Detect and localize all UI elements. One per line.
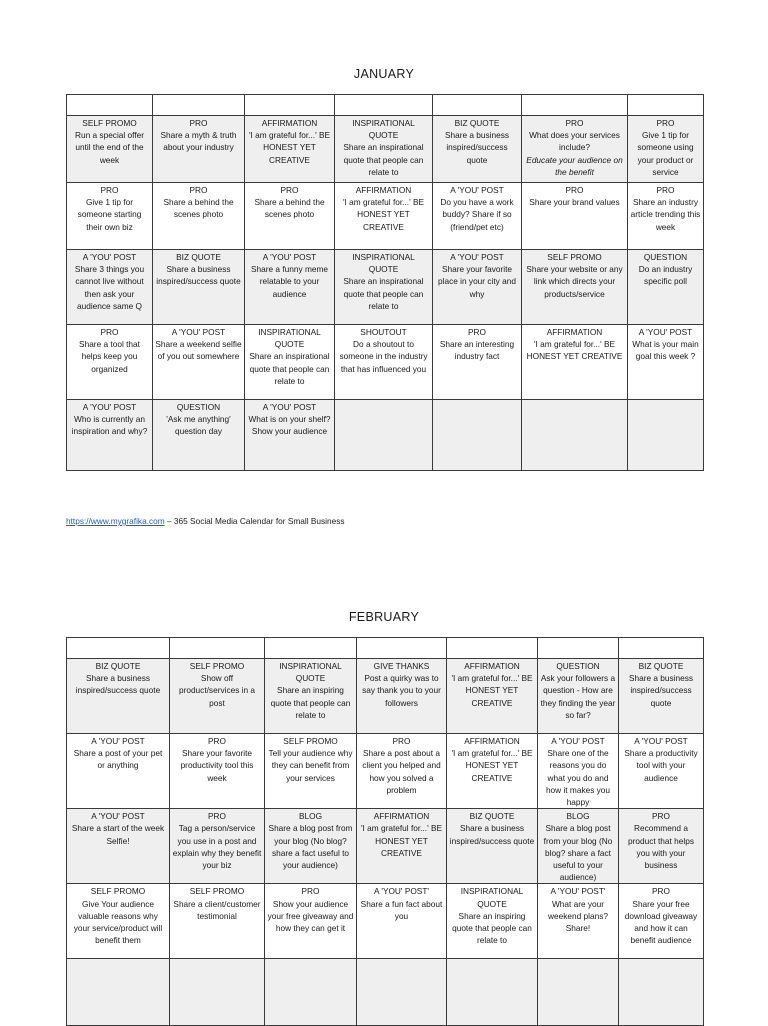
post-idea: Share 3 things you cannot live without then ask your audience same Q: [74, 264, 145, 311]
february-title: FEBRUARY: [348, 610, 420, 624]
post-category: PRO: [392, 736, 411, 746]
day-cell: [447, 734, 538, 809]
post-category: BIZ QUOTE: [454, 118, 500, 128]
day-cell: [357, 884, 447, 959]
post-category: PRO: [280, 185, 299, 195]
header-cell: [265, 638, 357, 659]
day-cell: [67, 659, 170, 734]
post-category: INSPIRATIONAL QUOTE: [352, 252, 415, 275]
post-idea: Share an inspirational quote that people can relate to: [249, 351, 330, 386]
footer-text: – 365 Social Media Calendar for Small Business: [164, 516, 345, 526]
post-category: A 'YOU' POST: [262, 252, 317, 262]
week-row: [67, 325, 704, 400]
post-idea: What does your services include?: [529, 130, 620, 153]
post-idea: Ask your followers a question - How are they finding the year so far?: [540, 673, 616, 720]
post-idea: Run a special offer until the end of the week: [74, 130, 145, 165]
day-cell: [67, 325, 153, 400]
post-category: PRO: [656, 118, 675, 128]
post-category: A 'YOU' POST: [638, 327, 693, 337]
day-cell: [619, 659, 704, 734]
post-idea: 'I am grateful for...' BE HONEST YET CREATIVE: [526, 339, 623, 362]
day-cell: [628, 183, 704, 250]
day-cell: [433, 116, 522, 183]
post-idea: Do you have a work buddy? Share if so (friend/pet etc): [440, 197, 514, 232]
day-cell: [447, 809, 538, 884]
day-cell: [538, 809, 619, 884]
day-cell: [153, 250, 245, 325]
post-category: PRO: [565, 118, 584, 128]
week-row: [67, 734, 704, 809]
header-cell: [67, 95, 153, 116]
header-cell: [447, 638, 538, 659]
day-cell: [67, 809, 170, 884]
post-idea: Share an inspiring quote that people can relate to: [452, 910, 532, 946]
post-category: BIZ QUOTE: [638, 661, 684, 671]
post-idea: Who is currently an inspiration and why?: [71, 414, 148, 437]
post-idea: Share one of the reasons you do what you do and how it makes you happy: [545, 748, 611, 808]
post-category: PRO: [189, 185, 208, 195]
post-category: A 'YOU' POST': [373, 886, 429, 897]
day-cell: [245, 325, 335, 400]
post-idea: Share a business inspired/success quote: [156, 264, 241, 287]
empty-day-cell: [265, 959, 357, 1026]
post-idea: Tag a person/service you use in a post and explain why they benefit your biz: [172, 823, 262, 871]
post-idea: Share your website or any link which directs your products/service: [526, 264, 623, 299]
post-category: PRO: [100, 185, 119, 195]
day-cell: [67, 183, 153, 250]
post-category: SELF PROMO: [283, 736, 338, 746]
header-cell: [170, 638, 265, 659]
empty-day-cell: [67, 959, 170, 1026]
day-cell: [335, 183, 433, 250]
post-idea: 'I am grateful for...' BE HONEST YET CREATIVE: [342, 197, 425, 232]
post-idea: Do a shoutout to someone in the industry that has influenced you: [339, 339, 428, 374]
post-idea: What is your main goal this week ?: [632, 339, 699, 362]
post-category: A 'YOU' POST: [171, 327, 226, 337]
header-cell: [619, 638, 704, 659]
post-category: INSPIRATIONAL QUOTE: [352, 118, 415, 141]
day-cell: [67, 884, 170, 959]
week-row: [67, 809, 704, 884]
day-cell: [245, 250, 335, 325]
post-category: BIZ QUOTE: [176, 252, 221, 262]
post-category: A 'YOU' POST: [82, 402, 137, 412]
post-category: PRO: [100, 327, 119, 337]
post-category: PRO: [652, 811, 670, 822]
post-category: PRO: [565, 185, 584, 195]
post-category: A 'YOU' POST: [91, 736, 145, 746]
header-cell: [628, 95, 704, 116]
day-cell: [67, 734, 170, 809]
week-row: [67, 659, 704, 734]
day-cell: [335, 325, 433, 400]
header-cell: [538, 638, 619, 659]
day-cell: [619, 734, 704, 809]
post-category: INSPIRATIONAL QUOTE: [279, 661, 342, 684]
post-category: QUESTION: [556, 661, 600, 671]
empty-day-cell: [538, 959, 619, 1026]
post-idea: Share an interesting industry fact: [439, 339, 515, 362]
day-cell: [265, 734, 357, 809]
post-category: SELF PROMO: [189, 886, 245, 897]
post-idea: Share a productivity tool with your audience: [624, 748, 698, 783]
post-category: PRO: [208, 811, 226, 822]
post-category: AFFIRMATION: [355, 185, 412, 195]
day-cell: [265, 809, 357, 884]
post-idea: Give Your audience valuable reasons why your service/product will benefit them: [73, 898, 163, 946]
day-cell: [67, 400, 153, 471]
post-idea: Share a business inspired/success quote: [75, 673, 161, 696]
post-category: SELF PROMO: [90, 886, 146, 897]
post-idea: Share a funny meme relatable to your audience: [250, 264, 329, 299]
post-idea: Share an industry article trending this week: [630, 197, 701, 232]
empty-day-cell: [619, 959, 704, 1026]
post-category: A 'YOU' POST': [550, 886, 606, 897]
post-category: AFFIRMATION: [261, 118, 318, 128]
day-cell: [265, 659, 357, 734]
january-title: JANUARY: [353, 67, 415, 81]
post-idea: 'I am grateful for...' BE HONEST YET CREATIVE: [248, 130, 331, 165]
post-category: SELF PROMO: [82, 118, 137, 128]
post-idea: Share a post of your pet or anything: [73, 748, 163, 771]
post-idea-note: Educate your audience on the benefit: [526, 154, 623, 177]
day-cell: [170, 884, 265, 959]
post-idea: Share an inspirational quote that people can relate to: [343, 142, 424, 177]
day-cell: [153, 116, 245, 183]
day-cell: [357, 809, 447, 884]
day-cell: [245, 116, 335, 183]
day-cell: [447, 884, 538, 959]
header-row: [67, 638, 704, 659]
day-cell: [538, 659, 619, 734]
post-category: INSPIRATIONAL QUOTE: [460, 886, 524, 909]
post-idea: Tell your audience why they can benefit from your services: [268, 748, 353, 783]
week-row: [67, 884, 704, 959]
post-idea: 'I am grateful for...' BE HONEST YET CREATIVE: [360, 823, 443, 858]
day-cell: [628, 325, 704, 400]
empty-day-cell: [170, 959, 265, 1026]
day-cell: [538, 884, 619, 959]
post-category: PRO: [656, 185, 675, 195]
week-row: [67, 183, 704, 250]
day-cell: [357, 734, 447, 809]
header-row: [67, 95, 704, 116]
post-category: BIZ QUOTE: [469, 811, 515, 822]
post-idea: 'Ask me anything' question day: [166, 414, 231, 437]
empty-day-cell: [433, 400, 522, 471]
post-idea: Share a fun fact about you: [360, 898, 443, 921]
day-cell: [170, 734, 265, 809]
post-category: PRO: [208, 736, 226, 746]
day-cell: [153, 400, 245, 471]
post-category: SELF PROMO: [189, 661, 245, 671]
empty-day-cell: [628, 400, 704, 471]
post-idea: Share a blog post from your blog (No blog? share a fact useful to your audience): [543, 823, 613, 883]
post-category: A 'YOU' POST: [551, 736, 605, 746]
post-idea: Share a business inspired/success quote: [449, 823, 535, 846]
post-idea: Share a client/customer testimonial: [173, 898, 261, 921]
post-idea: Post a quirky was to say thank you to your followers: [362, 673, 441, 708]
post-category: A 'YOU' POST: [262, 402, 317, 412]
day-cell: [357, 659, 447, 734]
header-cell: [67, 638, 170, 659]
post-idea: Recommend a product that helps you with your business: [628, 823, 694, 871]
post-category: BLOG: [566, 811, 590, 822]
post-category: BLOG: [298, 811, 323, 822]
day-cell: [335, 116, 433, 183]
day-cell: [153, 325, 245, 400]
post-category: A 'YOU' POST: [82, 252, 137, 262]
day-cell: [153, 183, 245, 250]
empty-day-cell: [335, 400, 433, 471]
post-category: AFFIRMATION: [373, 811, 430, 822]
post-idea: Share a weekend selfie of you out somewhere: [155, 339, 242, 362]
day-cell: [619, 809, 704, 884]
header-cell: [153, 95, 245, 116]
post-category: BIZ QUOTE: [95, 661, 141, 671]
post-idea: Give 1 tip for someone using your product or service: [637, 130, 694, 177]
post-idea: Share a business inspired/success quote: [444, 130, 510, 165]
header-cell: [357, 638, 447, 659]
post-category: A 'YOU' POST: [634, 736, 688, 746]
post-category: SHOUTOUT: [360, 327, 407, 337]
header-cell: [335, 95, 433, 116]
day-cell: [245, 400, 335, 471]
january-calendar: [66, 94, 704, 471]
day-cell: [335, 250, 433, 325]
post-category: PRO: [468, 327, 486, 337]
header-cell: [522, 95, 628, 116]
post-idea: Share your favorite place in your city and why: [438, 264, 516, 299]
post-category: QUESTION: [643, 252, 688, 262]
day-cell: [245, 183, 335, 250]
post-category: A 'YOU' POST: [450, 185, 504, 195]
day-cell: [628, 250, 704, 325]
post-idea: Share a business inspired/success quote: [628, 673, 694, 708]
week-row: [67, 959, 704, 1026]
post-idea: What are your weekend plans? Share!: [548, 898, 608, 934]
post-category: PRO: [301, 886, 320, 897]
post-idea: Share a post about a client you helped and how you solved a problem: [362, 748, 441, 795]
post-category: A 'YOU' POST: [450, 252, 504, 262]
post-idea: Share a tool that helps keep you organized: [79, 339, 140, 374]
post-category: AFFIRMATION: [464, 661, 520, 671]
post-idea: Share a behind the scenes photo: [163, 197, 234, 220]
day-cell: [433, 325, 522, 400]
day-cell: [619, 884, 704, 959]
week-row: [67, 250, 704, 325]
day-cell: [628, 116, 704, 183]
day-cell: [522, 183, 628, 250]
day-cell: [67, 250, 153, 325]
day-cell: [170, 659, 265, 734]
footer: [66, 516, 345, 526]
post-category: INSPIRATIONAL QUOTE: [258, 327, 321, 350]
header-cell: [245, 95, 335, 116]
post-category: AFFIRMATION: [464, 736, 520, 746]
post-category: PRO: [189, 118, 208, 128]
day-cell: [170, 809, 265, 884]
day-cell: [522, 116, 628, 183]
post-category: SELF PROMO: [547, 252, 602, 262]
day-cell: [522, 250, 628, 325]
empty-day-cell: [522, 400, 628, 471]
post-idea: Share a behind the scenes photo: [254, 197, 325, 220]
post-idea: Share a myth & truth about your industry: [160, 130, 237, 153]
empty-day-cell: [357, 959, 447, 1026]
day-cell: [538, 734, 619, 809]
post-idea: Show off product/services in a post: [178, 673, 256, 708]
header-cell: [433, 95, 522, 116]
post-idea: Share your favorite productivity tool this week: [180, 748, 254, 783]
day-cell: [433, 183, 522, 250]
post-category: AFFIRMATION: [546, 327, 603, 337]
post-idea: Share your free download giveaway and how it can benefit audience: [624, 898, 698, 946]
week-row: [67, 400, 704, 471]
post-idea: Share an inspirational quote that people can relate to: [343, 276, 424, 311]
week-row: [67, 116, 704, 183]
post-idea: 'I am grateful for...' BE HONEST YET CREATIVE: [451, 748, 533, 783]
post-idea: Share a blog post from your blog (No blog? share a fact useful to your audience): [268, 823, 353, 871]
post-category: A 'YOU' POST: [91, 811, 145, 822]
post-category: GIVE THANKS: [373, 661, 430, 671]
post-idea: What is on your shelf? Show your audience: [248, 414, 331, 437]
post-idea: Share an inspiring quote that people can relate to: [270, 685, 351, 720]
february-calendar: [66, 637, 704, 1026]
post-idea: Show your audience your free giveaway and how they can get it: [267, 898, 354, 934]
post-category: PRO: [652, 886, 670, 897]
day-cell: [67, 116, 153, 183]
post-idea: 'I am grateful for...' BE HONEST YET CREATIVE: [451, 673, 533, 708]
day-cell: [433, 250, 522, 325]
day-cell: [522, 325, 628, 400]
website-link[interactable]: https://www.mygrafika.com: [66, 516, 165, 526]
day-cell: [265, 884, 357, 959]
post-idea: Share a start of the week Selfie!: [71, 823, 165, 846]
post-idea: Share your brand values: [529, 197, 620, 208]
post-idea: Give 1 tip for someone starting their own biz: [77, 197, 142, 232]
day-cell: [447, 659, 538, 734]
empty-day-cell: [447, 959, 538, 1026]
post-category: QUESTION: [176, 402, 221, 412]
post-idea: Do an industry specific poll: [638, 264, 693, 287]
